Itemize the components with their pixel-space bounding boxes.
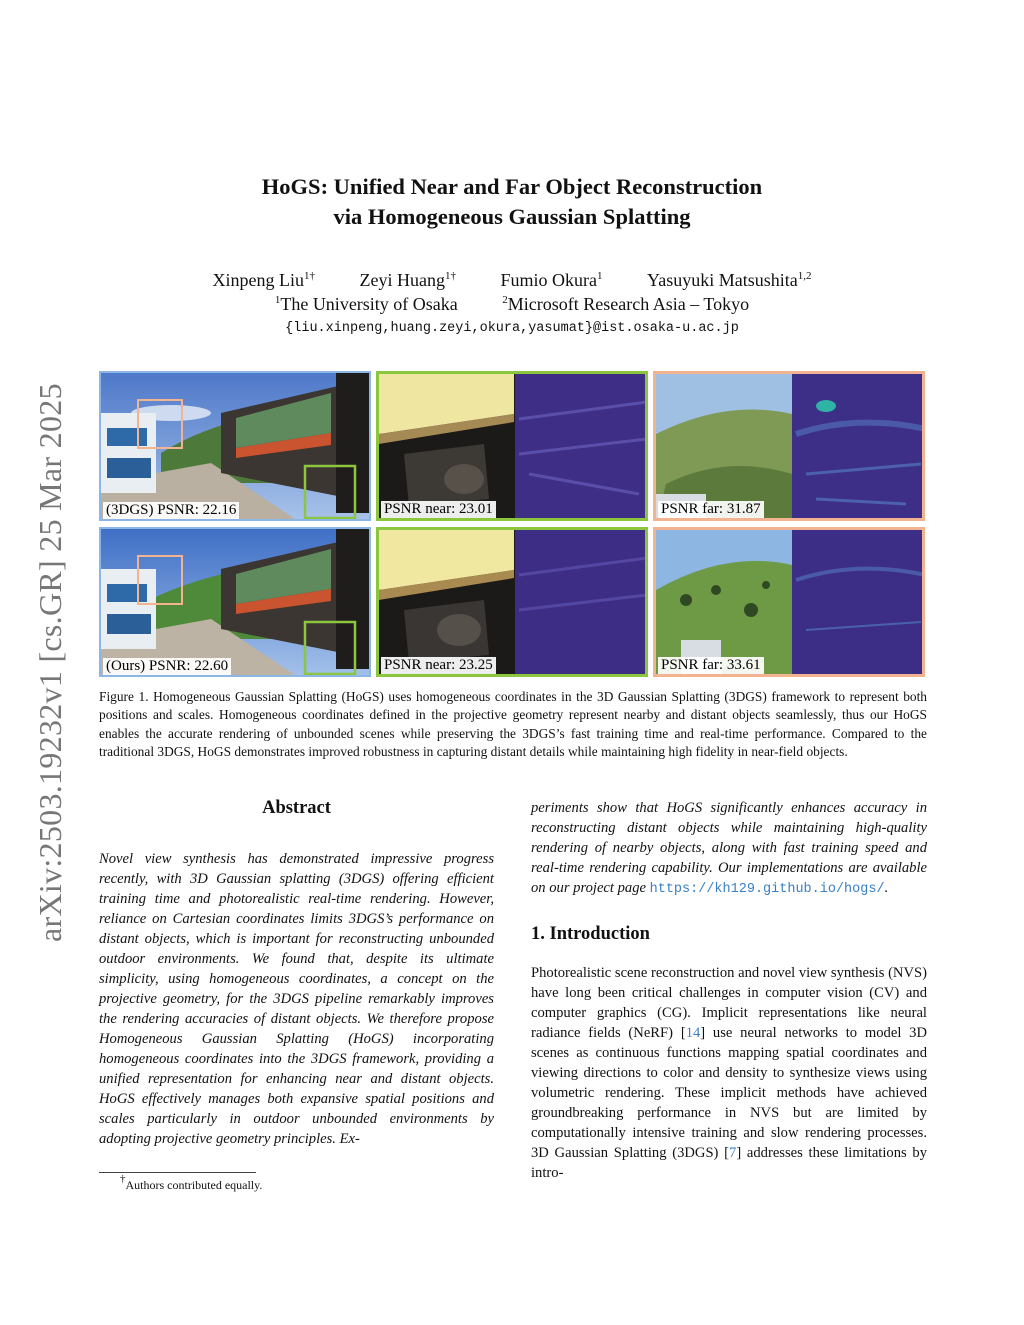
figure-panel-ours-full (99, 527, 371, 677)
abstract-heading: Abstract (262, 798, 331, 818)
figure-panel-3dgs-near (376, 371, 648, 521)
title-line-2: via Homogeneous Gaussian Splatting (333, 204, 691, 229)
introduction-heading: 1. Introduction (531, 924, 650, 944)
figure-panel-ours-far (653, 527, 925, 677)
footnote: †Authors contributed equally. (120, 1173, 263, 1192)
figure-panel-3dgs-full (99, 371, 371, 521)
citation-link[interactable]: 14 (685, 1025, 701, 1041)
abstract-continued: periments show that HoGS significantly enhances accuracy in reconstructing distant objects while maintaining high-quality rendering of nearby objects, along with fast training speed and real-time rendering capability. Our implementations are available on our project page https://kh129.github.io/hogs/. (531, 800, 927, 897)
affiliation: $^2$Microsoft Research Asia – Tokyo (502, 294, 750, 314)
left-column (99, 798, 494, 1149)
author: Fumio Okura$^1$ (500, 270, 603, 290)
train-scene-image (101, 529, 371, 677)
right-column (531, 798, 927, 1183)
far-crop-image (656, 530, 925, 677)
paper-title (0, 172, 1024, 232)
project-page-link[interactable]: https://kh129.github.io/hogs/ (649, 882, 885, 897)
figure-panel-3dgs-far (653, 371, 925, 521)
affiliation: $^1$The University of Osaka (274, 294, 458, 314)
psnr-far-label: PSNR far: 33.61 (658, 657, 764, 674)
arxiv-identifier: arXiv:2503.19232v1 [cs.GR] 25 Mar 2025 (32, 383, 68, 942)
author: Xinpeng Liu$^{1\dagger}$ (212, 270, 316, 290)
figure-1 (99, 371, 926, 680)
near-crop-image (379, 374, 648, 521)
psnr-near-label: PSNR near: 23.01 (381, 501, 496, 518)
author-emails: {liu.xinpeng,huang.zeyi,okura,yasumat}@ist.osaka-u.ac.jp (285, 321, 739, 336)
abstract-text: Novel view synthesis has demonstrated impressive progress recently, with 3D Gaussian splatting (3DGS) offering efficient training time and photorealistic real-time rendering. However, reliance on Cartesian coordinates limits 3DGS’s performance on distant objects, which is important for reconstructing unbounded outdoor environments. We found that, despite its ultimate simplicity, using homogeneous coordinates, a concept on the projective geometry, for the 3DGS pipeline remarkably improves the rendering accuracies of distant objects. We therefore propose Homogeneous Gaussian Splatting (HoGS) incorporating homogeneous coordinates into the 3DGS framework, providing a unified representation for enhancing near and distant objects. HoGS effectively manages both expansive spatial positions and scales particularly in outdoor unbounded environments by adopting projective geometry principles. Ex- (99, 851, 494, 1147)
citation-link[interactable]: 7 (729, 1145, 737, 1161)
author: Zeyi Huang$^{1\dagger}$ (359, 270, 457, 290)
title-line-1: HoGS: Unified Near and Far Object Reconstruction (261, 174, 763, 199)
psnr-far-label: PSNR far: 31.87 (658, 501, 764, 518)
train-scene-image (101, 373, 371, 521)
psnr-label: (Ours) PSNR: 22.60 (103, 658, 231, 675)
psnr-near-label: PSNR near: 23.25 (381, 657, 496, 674)
far-crop-image (656, 374, 925, 521)
near-crop-image (379, 530, 648, 677)
introduction-text: Photorealistic scene reconstruction and novel view synthesis (NVS) have long been critical challenges in computer vision (CV) and computer graphics (CG). Implicit representations like neural radiance fields (NeRF) [14] use neural networks to model 3D scenes as continuous functions mapping spatial coordinates and viewing directions to color and density to synthesize views using volumetric rendering. These implicit methods have achieved groundbreaking performance in NVS but are limited by computationally intensive training and slow rendering processes. 3D Gaussian Splatting (3DGS) [7] addresses these limitations by intro- (531, 965, 927, 1181)
author-list (0, 270, 1024, 291)
affiliation-list (0, 294, 1024, 315)
author: Yasuyuki Matsushita$^{1,2}$ (647, 270, 812, 290)
psnr-label: (3DGS) PSNR: 22.16 (103, 502, 239, 519)
figure-panel-ours-near (376, 527, 648, 677)
figure-caption: Figure 1. Homogeneous Gaussian Splatting (HoGS) uses homogeneous coordinates in the 3D Gaussian Splatting (3DGS) framework to represent both positions and scales. Homogeneous coordinates defined in the projective geometry represent nearby and distant objects seamlessly, thus our HoGS enables the accurate rendering of unbounded scenes while preserving the 3DGS’s fast training time and real-time performance. Compared to the traditional 3DGS, HoGS demonstrates improved robustness in capturing distant details while maintaining high fidelity in near-field objects. (99, 689, 927, 759)
